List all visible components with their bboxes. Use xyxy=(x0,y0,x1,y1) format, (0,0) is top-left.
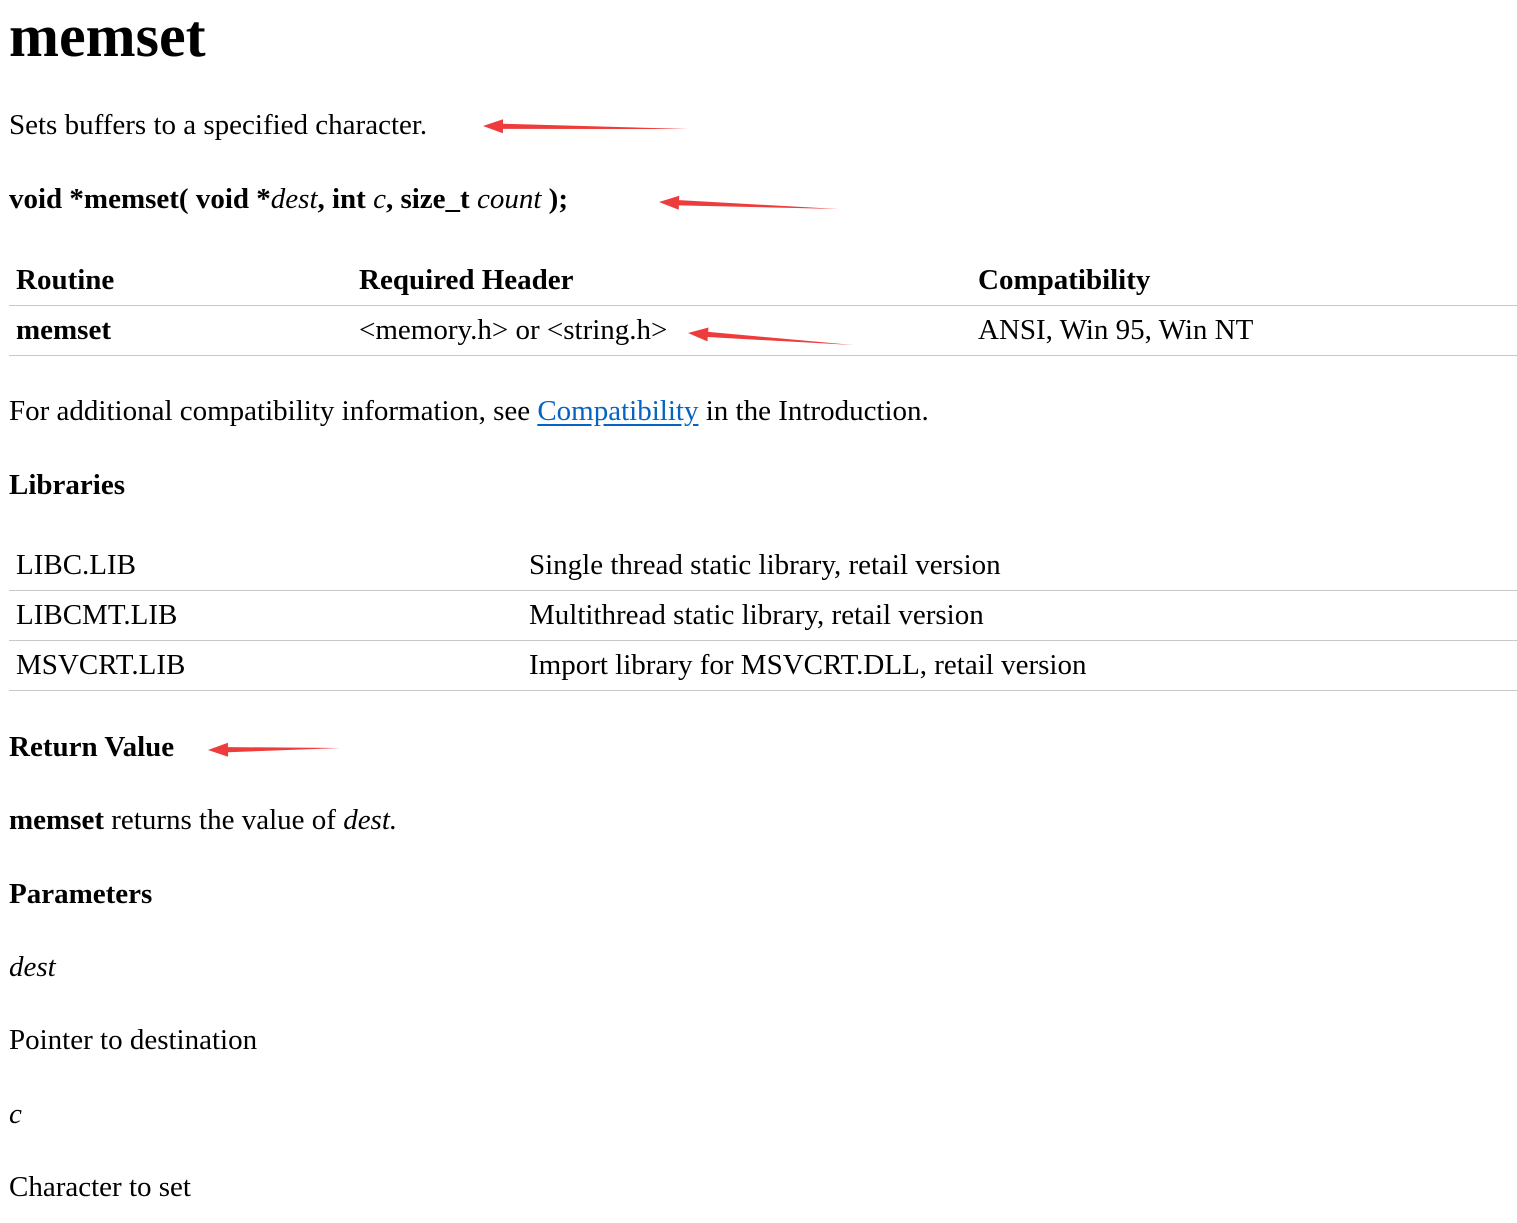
syntax-param-count: count xyxy=(476,183,542,215)
library-name: MSVCRT.LIB xyxy=(16,649,186,681)
cell-compatibility: ANSI, Win 95, Win NT xyxy=(978,314,1254,346)
library-description: Single thread static library, retail version xyxy=(529,549,1001,581)
return-func-name: memset xyxy=(9,804,105,836)
column-header-required-header: Required Header xyxy=(359,264,574,296)
parameter-name-c: c xyxy=(9,1098,22,1130)
syntax-param-dest: dest xyxy=(270,183,318,215)
library-description: Multithread static library, retail version xyxy=(529,599,984,631)
compat-note-text: in the Introduction. xyxy=(698,395,929,427)
compatibility-link[interactable]: Compatibility xyxy=(537,395,699,427)
return-dest: dest xyxy=(343,804,390,836)
column-header-compatibility: Compatibility xyxy=(978,264,1151,296)
syntax-part: ); xyxy=(541,183,568,215)
annotation-arrow-syntax xyxy=(659,196,838,210)
libraries-heading: Libraries xyxy=(9,469,125,501)
syntax-part: , int xyxy=(317,183,374,215)
parameters-heading: Parameters xyxy=(9,878,153,910)
syntax-part: void *memset( void * xyxy=(9,183,271,215)
annotation-arrow-header xyxy=(688,327,853,345)
parameter-description-dest: Pointer to destination xyxy=(9,1024,258,1056)
column-header-routine: Routine xyxy=(16,264,115,296)
parameter-name-dest: dest xyxy=(9,951,56,983)
annotation-arrow-return-value xyxy=(208,743,341,757)
library-name: LIBC.LIB xyxy=(16,549,137,581)
parameter-description-c: Character to set xyxy=(9,1171,191,1203)
function-description: Sets buffers to a specified character. xyxy=(9,109,428,141)
compat-note-text: For additional compatibility information, see xyxy=(9,395,538,427)
library-name: LIBCMT.LIB xyxy=(16,599,178,631)
annotation-arrow-description xyxy=(483,119,688,133)
cell-routine: memset xyxy=(16,314,112,346)
syntax-part: , size_t xyxy=(385,183,477,215)
page-title: memset xyxy=(9,3,206,69)
return-text: returns the value of xyxy=(104,804,344,836)
cell-required-header: <memory.h> or <string.h> xyxy=(359,314,668,346)
syntax-param-c: c xyxy=(373,183,386,215)
return-end: . xyxy=(389,804,398,836)
library-description: Import library for MSVCRT.DLL, retail version xyxy=(529,649,1087,681)
return-value-heading: Return Value xyxy=(9,731,175,763)
